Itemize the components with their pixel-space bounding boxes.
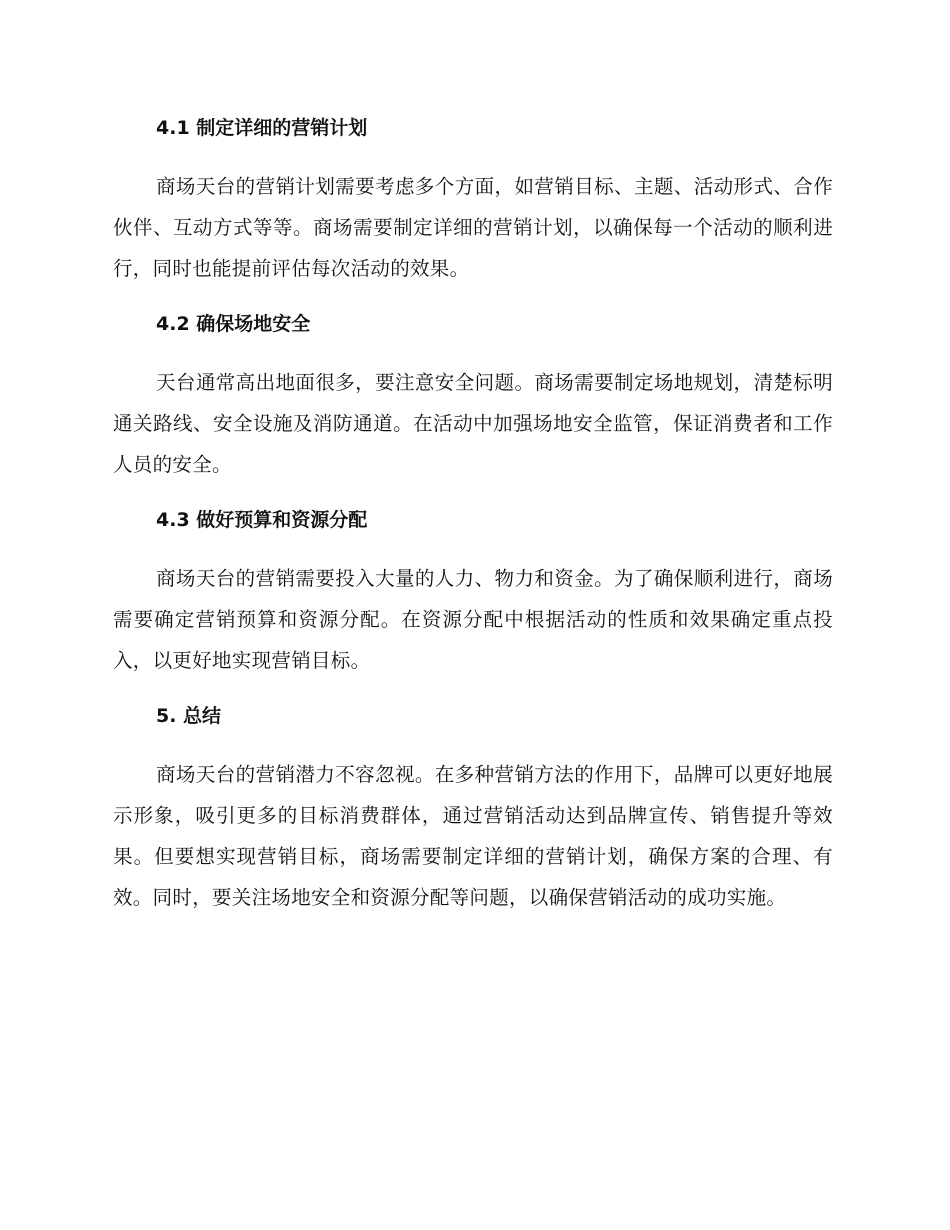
section-heading-4-2: 4.2 确保场地安全 [156,313,311,335]
section-paragraph-5: 商场天台的营销潜力不容忽视。在多种营销方法的作用下，品牌可以更好地展示形象，吸引更多的目标消费群体，通过营销活动达到品牌宣传、销售提升等效果。但要想实现营销目标，商场需要制定详细的营销计划，确保方案的合理、有效。同时，要关注场地安全和资源分配等问题，以确保营销活动的成功实施。 [113,763,833,909]
section-heading-4-1: 4.1 制定详细的营销计划 [156,117,368,139]
section-paragraph-4-2: 天台通常高出地面很多，要注意安全问题。商场需要制定场地规划，清楚标明通关路线、安全设施及消防通道。在活动中加强场地安全监管，保证消费者和工作人员的安全。 [113,371,833,476]
document-body [113,112,833,918]
section-heading-5: 5. 总结 [156,705,222,727]
section-heading-4-3: 4.3 做好预算和资源分配 [156,509,368,531]
section-paragraph-4-1: 商场天台的营销计划需要考虑多个方面，如营销目标、主题、活动形式、合作伙伴、互动方式等等。商场需要制定详细的营销计划，以确保每一个活动的顺利进行，同时也能提前评估每次活动的效果。 [113,175,833,280]
section-paragraph-4-3: 商场天台的营销需要投入大量的人力、物力和资金。为了确保顺利进行，商场需要确定营销预算和资源分配。在资源分配中根据活动的性质和效果确定重点投入，以更好地实现营销目标。 [113,567,833,672]
